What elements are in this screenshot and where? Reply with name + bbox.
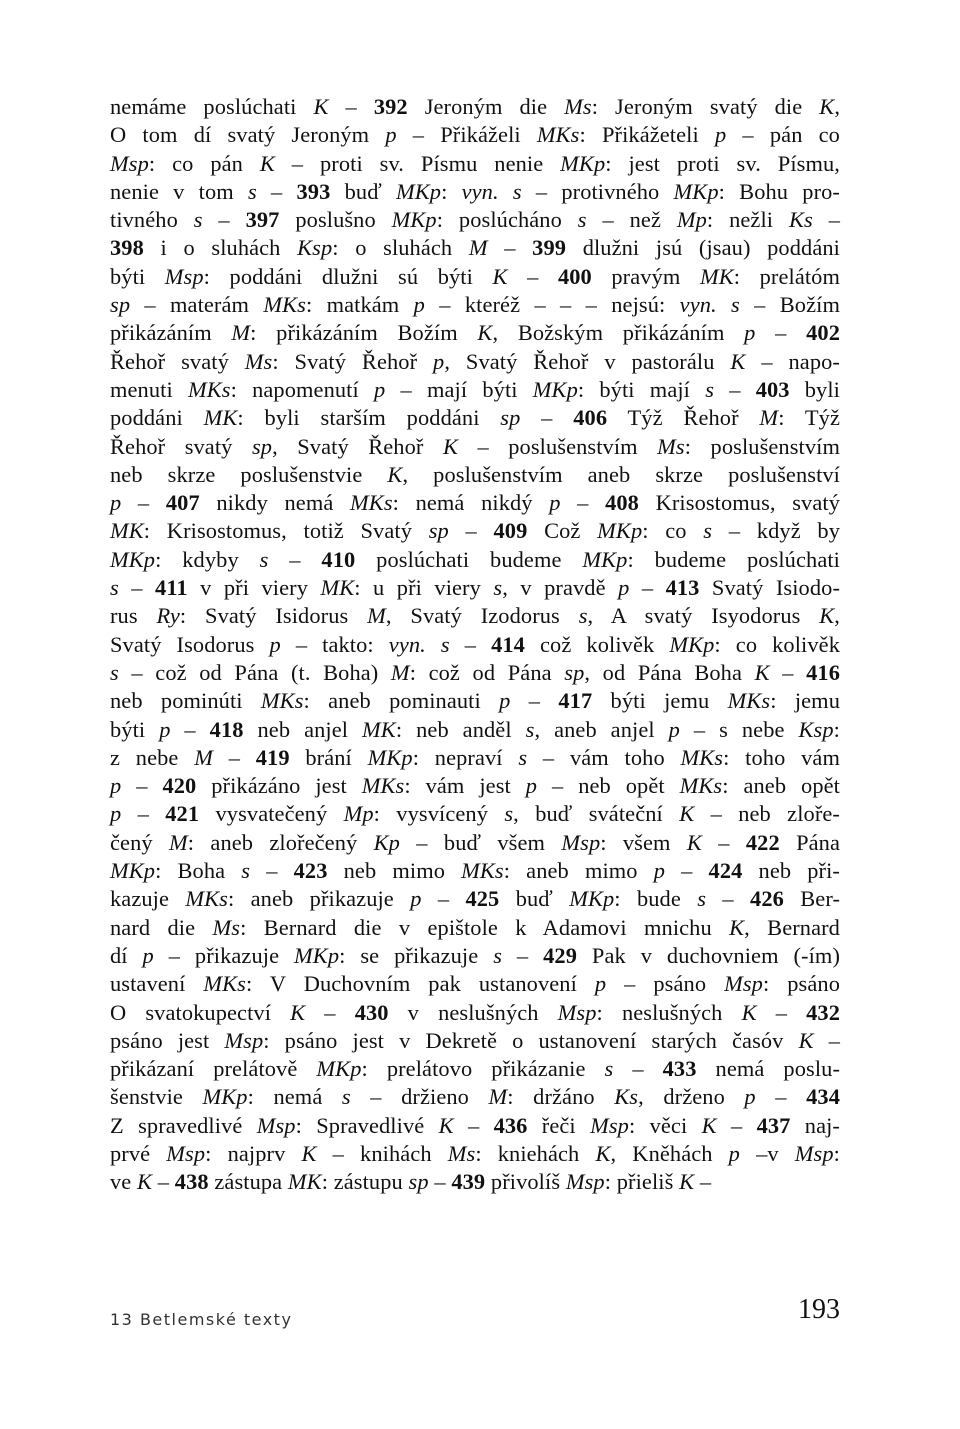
text-line: přikázáním M: přikázáním Božím K, Božským přikázáním p – 402: [110, 320, 840, 346]
text-line: p – 407 nikdy nemá MKs: nemá nikdý p – 408 Krisostomus, svatý: [110, 490, 841, 516]
page-footer: [110, 1294, 840, 1334]
text-line: přikázaní prelátově MKp: prelátovo přikázanie s – 433 nemá poslu-: [110, 1056, 840, 1082]
text-line: neb skrze poslušenstvie K, poslušenstvím aneb skrze poslušenství: [110, 461, 841, 487]
text-line: p – 420 přikázáno jest MKs: vám jest p – neb opět MKs: aneb opět: [110, 773, 841, 799]
text-line: Řehoř svatý sp, Svatý Řehoř K – poslušenstvím Ms: poslušenstvím: [110, 433, 840, 459]
text-line: neb pominúti MKs: aneb pominauti p – 417 býti jemu MKs: jemu: [110, 688, 840, 714]
text-line: ustavení MKs: V Duchovním pak ustanovení p – psáno Msp: psáno: [110, 971, 840, 997]
text-line: šenstvie MKp: nemá s – držieno M: držáno Ks, drženo p – 434: [110, 1084, 841, 1110]
text-line: s – což od Pána (t. Boha) M: což od Pána sp, od Pána Boha K – 416: [110, 659, 841, 685]
text-line: kazuje MKs: aneb přikazuje p – 425 buď MKp: bude s – 426 Ber-: [110, 886, 840, 912]
text-line: prvé Msp: najprv K – knihách Ms: kniehách K, Kněhách p –v Msp:: [110, 1140, 840, 1166]
text-line: sp – materám MKs: matkám p – kteréž – – – nejsú: vyn. s – Božím: [110, 292, 840, 318]
text-line: Svatý Isodorus p – takto: vyn. s – 414 což kolivěk MKp: co kolivěk: [110, 631, 841, 657]
text-line: tivného s – 397 poslušno MKp: poslúcháno s – než Mp: nežli Ks –: [110, 207, 840, 233]
text-line: menuti MKs: napomenutí p – mají býti MKp: býti mají s – 403 byli: [110, 376, 840, 402]
text-line: MKp: Boha s – 423 neb mimo MKs: aneb mimo p – 424 neb při-: [110, 858, 840, 884]
page-body: [110, 93, 840, 1197]
text-line: rus Ry: Svatý Isidorus M, Svatý Izodorus s, A svatý Isyodorus K,: [110, 603, 840, 629]
text-line: p – 421 vysvatečený Mp: vysvícený s, buď sváteční K – neb zloře-: [110, 801, 840, 827]
text-line: nard die Ms: Bernard die v epištole k Adamovi mnichu K, Bernard: [110, 914, 840, 940]
text-line: poddáni MK: byli starším poddáni sp – 406 Týž Řehoř M: Týž: [110, 405, 840, 431]
text-line: nemáme poslúchati K – 392 Jeroným die Ms: Jeroným svatý die K,: [110, 94, 841, 119]
text-line: O svatokupectví K – 430 v neslušných Msp: neslušných K – 432: [110, 999, 841, 1025]
text-line: MK: Krisostomus, totiž Svatý sp – 409 Což MKp: co s – když by: [110, 518, 841, 544]
text-line: ve K – 438 zástupa MK: zástupu sp – 439 přivolíš Msp: přieliš K –: [110, 1169, 712, 1195]
text-line: čený M: aneb zlořečený Kp – buď všem Msp: všem K – 422 Pána: [110, 829, 840, 855]
page-number: 193: [798, 1294, 840, 1325]
running-footer: 13 Betlemské texty: [110, 1310, 293, 1329]
text-line: nenie v tom s – 393 buď MKp: vyn. s – protivného MKp: Bohu pro-: [110, 178, 840, 204]
text-line: z nebe M – 419 brání MKp: nepraví s – vám toho MKs: toho vám: [110, 744, 840, 770]
text-line: psáno jest Msp: psáno jest v Dekretě o ustanovení starých časóv K –: [110, 1027, 840, 1053]
text-line: Z spravedlivé Msp: Spravedlivé K – 436 řeči Msp: věci K – 437 naj-: [110, 1112, 840, 1138]
text-line: O tom dí svatý Jeroným p – Přikáželi MKs: Přikážeteli p – pán co: [110, 122, 840, 148]
text-line: Msp: co pán K – proti sv. Písmu nenie MKp: jest proti sv. Písmu,: [110, 150, 840, 176]
text-line: MKp: kdyby s – 410 poslúchati budeme MKp: budeme poslúchati: [110, 546, 840, 572]
text-line: býti p – 418 neb anjel MK: neb anděl s, aneb anjel p – s nebe Ksp:: [110, 716, 840, 742]
text-line: dí p – přikazuje MKp: se přikazuje s – 429 Pak v duchovniem (-ím): [110, 942, 841, 968]
text-line: býti Msp: poddáni dlužni sú býti K – 400 pravým MK: prelátóm: [110, 263, 840, 289]
text-line: s – 411 v při viery MK: u při viery s, v pravdě p – 413 Svatý Isiodo-: [110, 575, 841, 601]
text-line: Řehoř svatý Ms: Svatý Řehoř p, Svatý Řehoř v pastorálu K – napo-: [110, 348, 840, 374]
text-line: 398 i o sluhách Ksp: o sluhách M – 399 dlužni jsú (jsau) poddáni: [110, 235, 840, 261]
